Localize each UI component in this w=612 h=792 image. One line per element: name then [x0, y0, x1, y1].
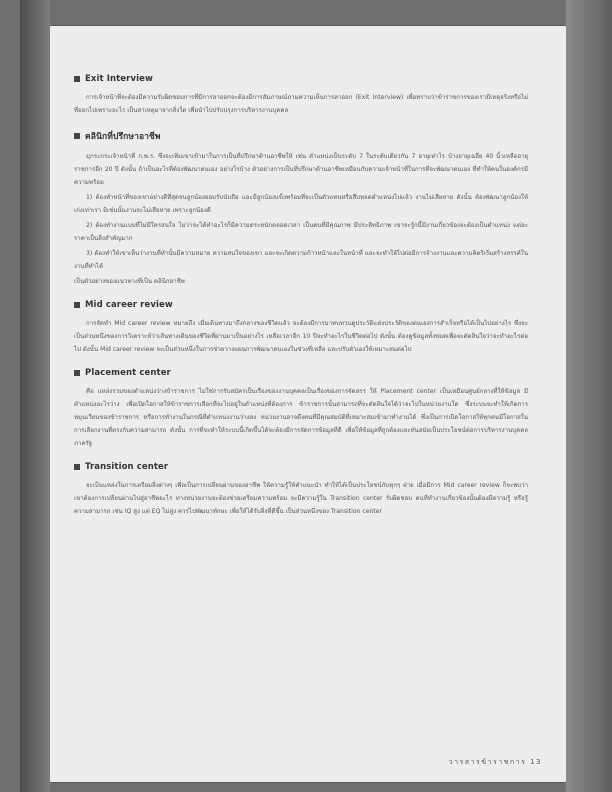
document-page: [50, 26, 566, 782]
section-heading: [74, 129, 528, 143]
section-mid-career-review: [74, 300, 528, 356]
square-bullet-icon: [74, 133, 80, 139]
section-placement-center: [74, 368, 528, 450]
square-bullet-icon: [74, 464, 80, 470]
paragraph: จะเป็นแหล่งในการเตรียมสิ่งต่างๆ เพื่อเป็นการเปลี่ยนผ่านของอาชีพ ให้ความรู้ให้คำแนะนำ ทำให้ได้เป็นประโยชน์กับทุกๆ ฝ่าย เมื่อมีการ Mid career review ก็จะพบว่าเขาต้องการเปลี่ยนผ่านไปสู่อาชีพอะไร ทางหน่วยงานจะต้องช่วยเตรียมความพร้อม จะมีความรู้ใน Transition center รับผิดชอบ คนที่ทำงานเกี่ยวข้องนั้นต้องมีความรู้ หรือรู้ความสามารถ เช่น IQ สูง แต่ EQ ไม่สูง ควรไปพัฒนาทักษะ เพื่อให้ได้รับสิ่งที่ดีขึ้น เป็นส่วนหนึ่งของ Transition center: [74, 482, 528, 515]
paragraph: การเจ้าหน้าที่จะต้องมีความรับผิดชอบการที่มีการลาออกจะต้องมีการสัมภาษณ์ถามความเห็นการลาออก (Exit Interview) เพื่อทราบว่าข้าราชการของเรามีเหตุจริงหรือไม่ ที่ออกไปเพราะอะไร เป็นสาเหตุมาจากสิ่งใด เพื่อนำไปปรับปรุงการบริหารงานบุคคล: [74, 94, 528, 114]
paragraph: 1) ต้องทำหน้าที่ของเขาอย่างดีที่สุดจนลูกน้องยอมรับนับถือ และมีลูกน้องแข็งพร้อมที่จะเป็นตัวแทนหรือสืบทอดตำแหน่งไปแล้ว งานไม่เสียหาย ดังนั้น ต้องพัฒนาลูกน้องให้เก่งเท่าเรา มิเช่นนั้นงานจะไม่เสียหาย เพราะลูกน้องดี: [74, 194, 528, 214]
section-heading: [74, 300, 528, 310]
section-exit-interview: [74, 74, 528, 117]
square-bullet-icon: [74, 302, 80, 308]
paragraph: เป็นตัวอย่างของแนวทางที่เป็น คลินิกอาชีพ: [74, 278, 185, 285]
section-heading: [74, 368, 528, 378]
square-bullet-icon: [74, 76, 80, 82]
paragraph: 2) ต้องทำงานแบบที่ไม่มีใครสนใจ ไม่ว่าจะได้ทำอะไรก็มีความตระหนักตลอดเวลา เป็นคนที่มีคุณภาพ มีประสิทธิภาพ เขาจะรู้กนี้มีงานเกี่ยวข้องจะต้องเป็นตำแหน่ง แต่ละราคาเป็นสิ่งสำคัญมาก: [74, 222, 528, 242]
paragraph: มุกระกระเจ้าหน้าที่ ก.พ.ร. ซึ่งจะเพิ่มเขาเข้ามาในการเป็นที่ปรึกษาด้านอาชีพให้ เช่น ตำแหน่งเป็นระดับ 7 ในระดับเดียวกัน 7 อายุเท่าไร บ้างอายุเฉลี่ย 40 นิ้วเหลืออายุราชการอีก 20 ปี ดังนั้น ถ้าเป็นอะไรที่ต้องพัฒนาตนเอง อย่างไรบ้าง ตัวอย่างการเป็นที่ปรึกษาด้านอาชีพเหมือนกับความเจ้าหน้าที่ในการที่จะพัฒนาตนเอง ที่ทำให้คนในองค์กรมีความพร้อม: [74, 153, 528, 186]
section-heading: [74, 462, 528, 472]
square-bullet-icon: [74, 370, 80, 376]
page-number: 13: [530, 758, 542, 766]
heading-text: Exit Interview: [85, 74, 153, 84]
heading-text: คลินิกที่ปรึกษาอาชีพ: [85, 132, 161, 142]
heading-text: Transition center: [85, 462, 169, 472]
paragraph: คือ แหล่งรวมของตำแหน่งว่างข้าราชการ ไม่ใช่การรับสมัครเป็นเรื่องของงานบุคคลเป็นเรื่องของการจัดสรร ให้ Placement center เป็นเหมือนศูนย์กลางที่ให้ข้อมูล มีตำแหน่งอะไรว่าง เพื่อเปิดโอกาสให้ข้าราชการเลือกที่จะไปอยู่ในตำแหน่งที่ต้องการ ข้าราชการนั้นสามารถที่จะตัดสินใจได้ว่าจะไปในหน่วยงานใด ซึ่งระบบจะทำให้เกิดการหมุนเวียนของข้าราชการ หรือการทำงานในกรณีที่ตำแหน่งงานว่างลง หน่วยงานอาจดึงคนที่มีคุณสมบัติที่เหมาะสมเข้ามาทำงานได้ ซึ่งเป็นการเปิดโอกาสให้ทุกคนมีโอกาสในการเลือกงานที่ตรงกับความสามารถ ดังนั้น การที่จะทำให้ระบบนี้เกิดขึ้นได้จะต้องมีการจัดการข้อมูลที่ดี เพื่อให้ข้อมูลที่ถูกต้องและทันสมัยเป็นประโยชน์ต่อการบริหารงานบุคคลภาครัฐ: [74, 388, 528, 447]
paragraph: 3) ต้องทำให้เขาเห็นว่างานที่ทำนั้นมีความหมาย ความสนใจของเขา และจะเกิดความก้าวหน้าและในหน้าที่ และจะทำให้ไปต่อมีการจ้างงานและความคิดริเริ่มสร้างสรรค์ในงานที่ทำได้: [74, 250, 528, 270]
section-career-clinic: [74, 129, 528, 288]
heading-text: Placement center: [85, 368, 171, 378]
journal-name: วารสารข้าราชการ: [448, 758, 527, 766]
section-heading: [74, 74, 528, 84]
section-transition-center: [74, 462, 528, 518]
paragraph: การจัดทำ Mid career review หมายถึง เมื่อเดินทางมาถึงกลางของชีวิตแล้ว จะต้องมีการมาทบทวนดูประวัติแห่งประวัติของตนเองการสำเร็จหรือได้เป็นไปอย่างไร ซึ่งจะเป็นส่วนหนึ่งของการวิเคราะห์ว่าเส้นทางเดินของชีวิตที่ผ่านมาเป็นอย่างไร เหลือเวลาอีก 10 ปีจะทำอะไรในชีวิตต่อไป ดังนั้น ต้องดูข้อมูลทั้งหมดเพื่อจะตัดสินใจว่าจะทำอะไรต่อไป ดังนั้น Mid career review จะเป็นส่วนหนึ่งในการช่วยวางแผนการพัฒนาตนเองในช่วงที่เหลือ และปรับตัวเองให้เหมาะสมต่อไป: [74, 320, 528, 353]
page-content: [74, 74, 528, 530]
page-footer: [449, 757, 542, 768]
heading-text: Mid career review: [85, 300, 173, 310]
